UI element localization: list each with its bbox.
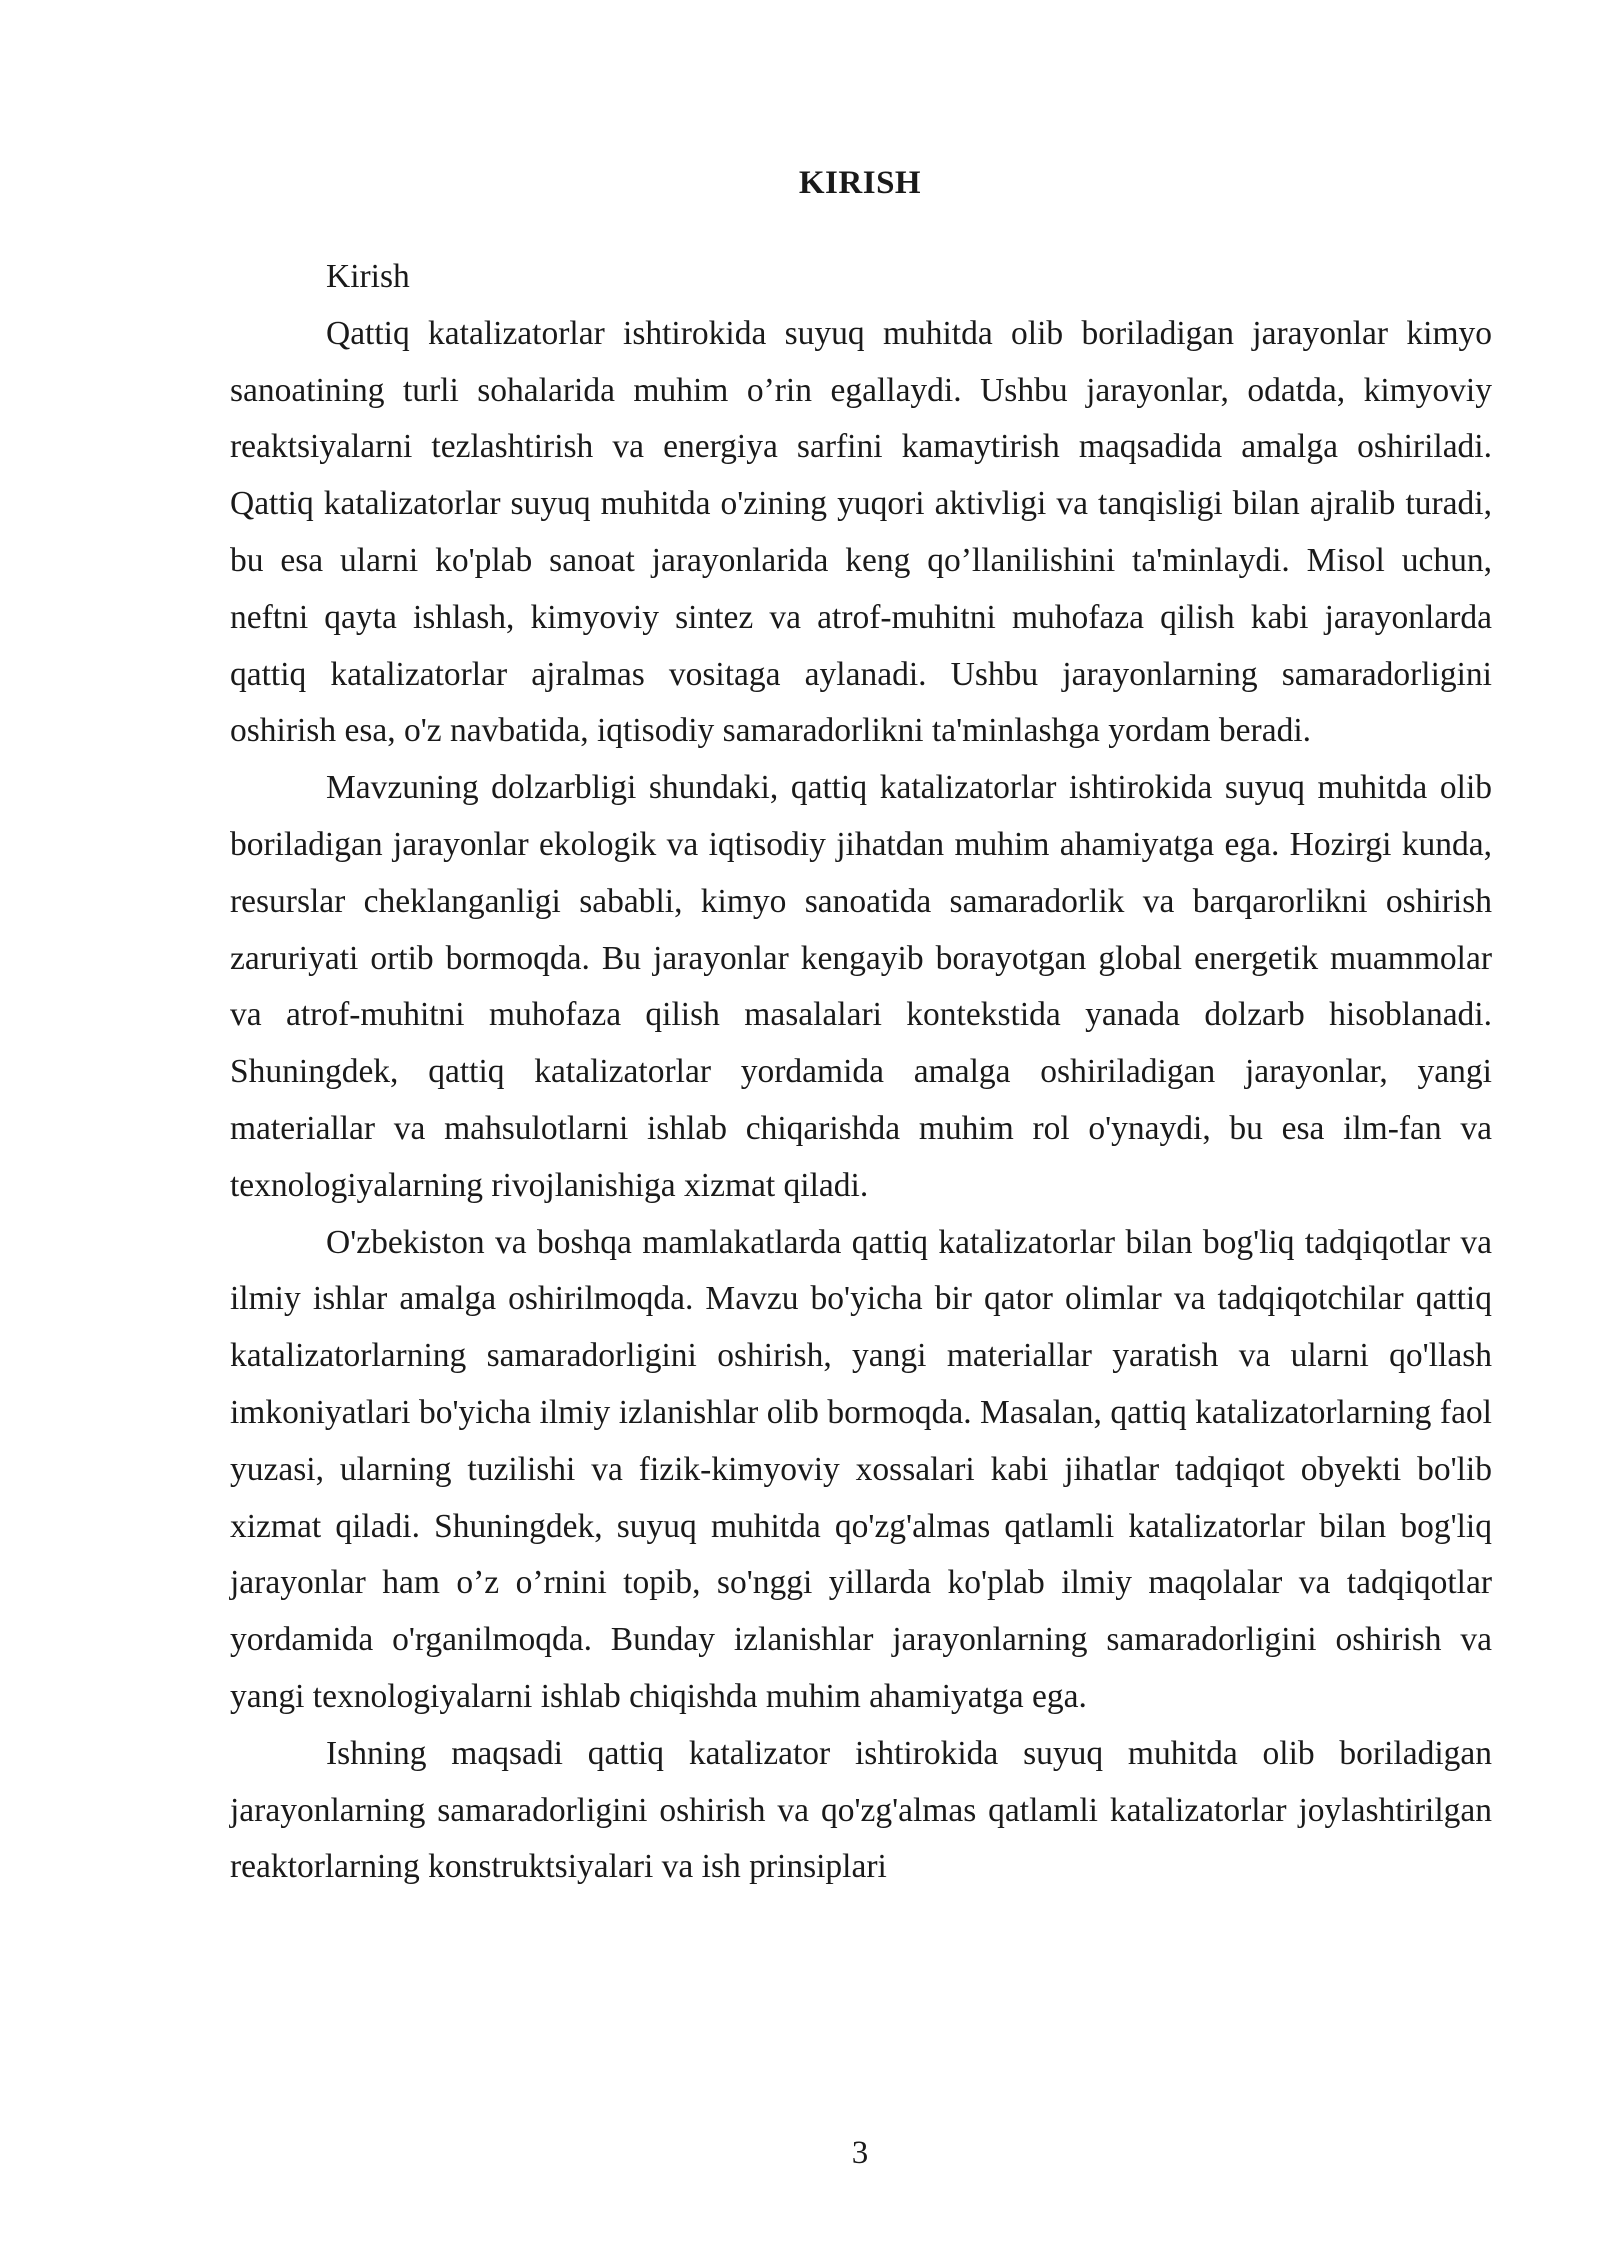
paragraph-subheading: Kirish: [326, 258, 410, 295]
paragraph-relevance: Mavzuning dolzarbligi shundaki, qattiq katalizatorlar ishtirokida suyuq muhitda olib boriladigan jarayonlar ekologik va iqtisodiy jihatdan muhim ahamiyatga ega. Hozirgi kunda, resurslar cheklanganligi sababli, kimyo sanoatida samaradorlik va barqarorlikni oshirish zaruriyati ortib bormoqda. Bu jarayonlar kengayib borayotgan global energetik muammolar va atrof-muhitni muhofaza qilish masalalari kontekstida yanada dolzarb hisoblanadi. Shuningdek, qattiq katalizatorlar yordamida amalga oshiriladigan jarayonlar, yangi materiallar va mahsulotlarni ishlab chiqarishda muhim rol o'ynaydi, bu esa ilm-fan va texnologiyalarning rivojlanishiga xizmat qiladi.: [230, 769, 1492, 1204]
paragraph-intro: Qattiq katalizatorlar ishtirokida suyuq muhitda olib boriladigan jarayonlar kimyo sanoatining turli sohalarida muhim o’rin egallaydi. Ushbu jarayonlar, odatda, kimyoviy reaktsiyalarni tezlashtirish va energiya sarfini kamaytirish maqsadida amalga oshiriladi. Qattiq katalizatorlar suyuq muhitda o'zining yuqori aktivligi va tanqisligi bilan ajralib turadi, bu esa ularni ko'plab sanoat jarayonlarida keng qo’llanilishini ta'minlaydi. Misol uchun, neftni qayta ishlash, kimyoviy sintez va atrof-muhitni muhofaza qilish kabi jarayonlarda qattiq katalizatorlar ajralmas vositaga aylanadi. Ushbu jarayonlarning samaradorligini oshirish esa, o'z navbatida, iqtisodiy samaradorlikni ta'minlashga yordam beradi.: [230, 314, 1492, 750]
body-text: [230, 249, 1492, 1896]
section-title: KIRISH: [798, 165, 922, 201]
page-number: 3: [851, 2135, 869, 2171]
paragraph-goal: Ishning maqsadi qattiq katalizator ishtirokida suyuq muhitda olib boriladigan jarayonlarning samaradorligini oshirish va qo'zg'almas qatlamli katalizatorlar joylashtirilgan reaktorlarning konstruktsiyalari va ish prinsiplari: [230, 1734, 1492, 1886]
paragraph-research: O'zbekiston va boshqa mamlakatlarda qattiq katalizatorlar bilan bog'liq tadqiqotlar va ilmiy ishlar amalga oshirilmoqda. Mavzu bo'yicha bir qator olimlar va tadqiqotchilar qattiq katalizatorlarning samaradorligini oshirish, yangi materiallar yaratish va ularni qo'llash imkoniyatlari bo'yicha ilmiy izlanishlar olib bormoqda. Masalan, qattiq katalizatorlarning faol yuzasi, ularning tuzilishi va fizik-kimyoviy xossalari kabi jihatlar tadqiqot obyekti bo'lib xizmat qiladi. Shuningdek, suyuq muhitda qo'zg'almas qatlamli katalizatorlar bilan bog'liq jarayonlar ham o’z o’rnini topib, so'nggi yillarda ko'plab ilmiy maqolalar va tadqiqotlar yordamida o'rganilmoqda. Bunday izlanishlar jarayonlarning samaradorligini oshirish va yangi texnologiyalarni ishlab chiqishda muhim ahamiyatga ega.: [230, 1223, 1492, 1715]
